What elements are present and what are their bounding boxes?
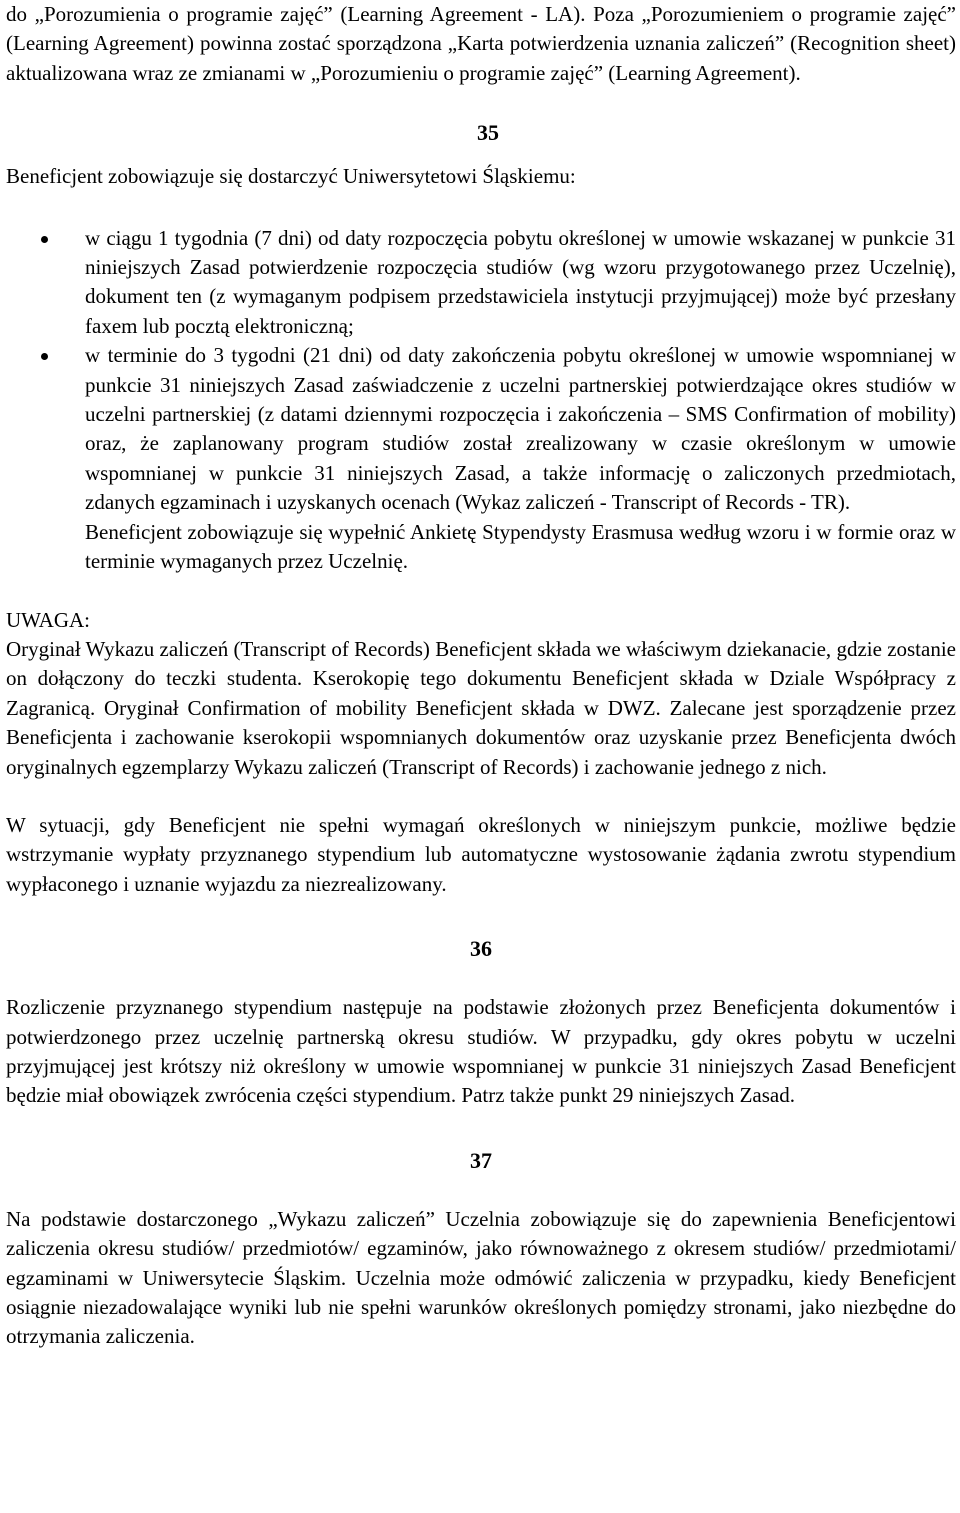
list-item xyxy=(6,341,956,576)
intro-paragraph: do „Porozumienia o programie zajęć” (Learning Agreement - LA). Poza „Porozumieniem o programie zajęć” (Learning Agreement) powinna zostać sporządzona „Karta potwierdzenia uznania zaliczeń” (Recognition sheet) aktualizowana wraz ze zmianami w „Porozumieniu o programie zajęć” (Learning Agreement). xyxy=(6,2,956,85)
note-paragraph: Oryginał Wykazu zaliczeń (Transcript of Records) Beneficjent składa we właściwym dziekanacie, gdzie zostanie on dołączony do teczki studenta. Kserokopię tego dokumentu Beneficjent składa w Dziale Współpracy z Zagranicą. Oryginał Confirmation of mobility Beneficjent składa w DWZ. Zalecane jest sporządzenie przez Beneficjenta i zachowanie kserokopii wspomnianych dokumentów oraz uzyskanie przez Beneficjenta dwóch oryginalnych egzemplarzy Wykazu zaliczeń (Transcript of Records) i zachowanie jednego z nich. xyxy=(6,636,956,779)
list-item xyxy=(6,224,956,342)
obligations-list xyxy=(6,224,956,577)
section-35-lead: Beneficjent zobowiązuje się dostarczyć Uniwersytetowi Śląskiemu: xyxy=(6,164,576,189)
note-label: UWAGA: xyxy=(6,607,90,632)
section-36-paragraph: Rozliczenie przyznanego stypendium następuje na podstawie złożonych przez Beneficjenta dokumentów i potwierdzonego przez uczelnię partnerską okresu studiów. W przypadku, gdy okres pobytu w uczelni przyjmującej jest krótszy niż określony w umowie wspomnianej w punkcie 31 niniejszych Zasad Beneficjent będzie miał obowiązek zwrócenia części stypendium. Patrz także punkt 29 niniejszych Zasad. xyxy=(6,995,956,1108)
section-number-35: 35 xyxy=(477,120,499,146)
list-item-continuation: Beneficjent zobowiązuje się wypełnić Ankietę Stypendysty Erasmusa według wzoru i w formie oraz w terminie wymaganych przez Uczelnię. xyxy=(85,519,956,574)
section-number-37: 37 xyxy=(470,1147,492,1173)
list-item-text: w ciągu 1 tygodnia (7 dni) od daty rozpoczęcia pobytu określonej w umowie wskazanej w punkcie 31 niniejszych Zasad potwierdzenie rozpoczęcia studiów (wg wzoru przygotowanego przez Uczelnię), dokument ten (z wymaganym podpisem przedstawiciela instytucji przyjmującej) może być przesłany faxem lub pocztą elektroniczną; xyxy=(85,225,956,338)
list-item-text: w terminie do 3 tygodni (21 dni) od daty zakończenia pobytu określonej w umowie wspomnianej w punkcie 31 niniejszych Zasad zaświadczenie z uczelni partnerskiej potwierdzające okres studiów w uczelni partnerskiej (z datami dziennymi rozpoczęcia i zakończenia – SMS Confirmation of mobility) oraz, że zaplanowany program studiów został zrealizowany w czasie określonym w umowie wspomnianej w punkcie 31 niniejszych Zasad, a także informację o zaliczonych przedmiotach, zdanych egzaminach i uzyskanych ocenach (Wykaz zaliczeń - Transcript of Records - TR). xyxy=(85,343,956,515)
section-number-36: 36 xyxy=(470,936,492,962)
bullet-icon xyxy=(41,353,48,360)
section-37-paragraph: Na podstawie dostarczonego „Wykazu zaliczeń” Uczelnia zobowiązuje się do zapewnienia Beneficjentowi zaliczenia okresu studiów/ przedmiotów/ egzaminów, jako równoważnego z okresem studiów/ przedmiotami/ egzaminami w Uniwersytecie Śląskim. Uczelnia może odmówić zaliczenia w przypadku, kiedy Beneficjent osiągnie niezadowalające wyniki lub nie spełni warunków określonych pomiędzy stronami, jako niezbędne do otrzymania zaliczenia. xyxy=(6,1206,956,1349)
consequence-paragraph: W sytuacji, gdy Beneficjent nie spełni wymagań określonych w niniejszym punkcie, możliwe będzie wstrzymanie wypłaty przyznanego stypendium lub automatyczne wystosowanie żądania zwrotu stypendium wypłaconego i uznanie wyjazdu za niezrealizowany. xyxy=(6,812,956,896)
bullet-icon xyxy=(41,236,48,243)
